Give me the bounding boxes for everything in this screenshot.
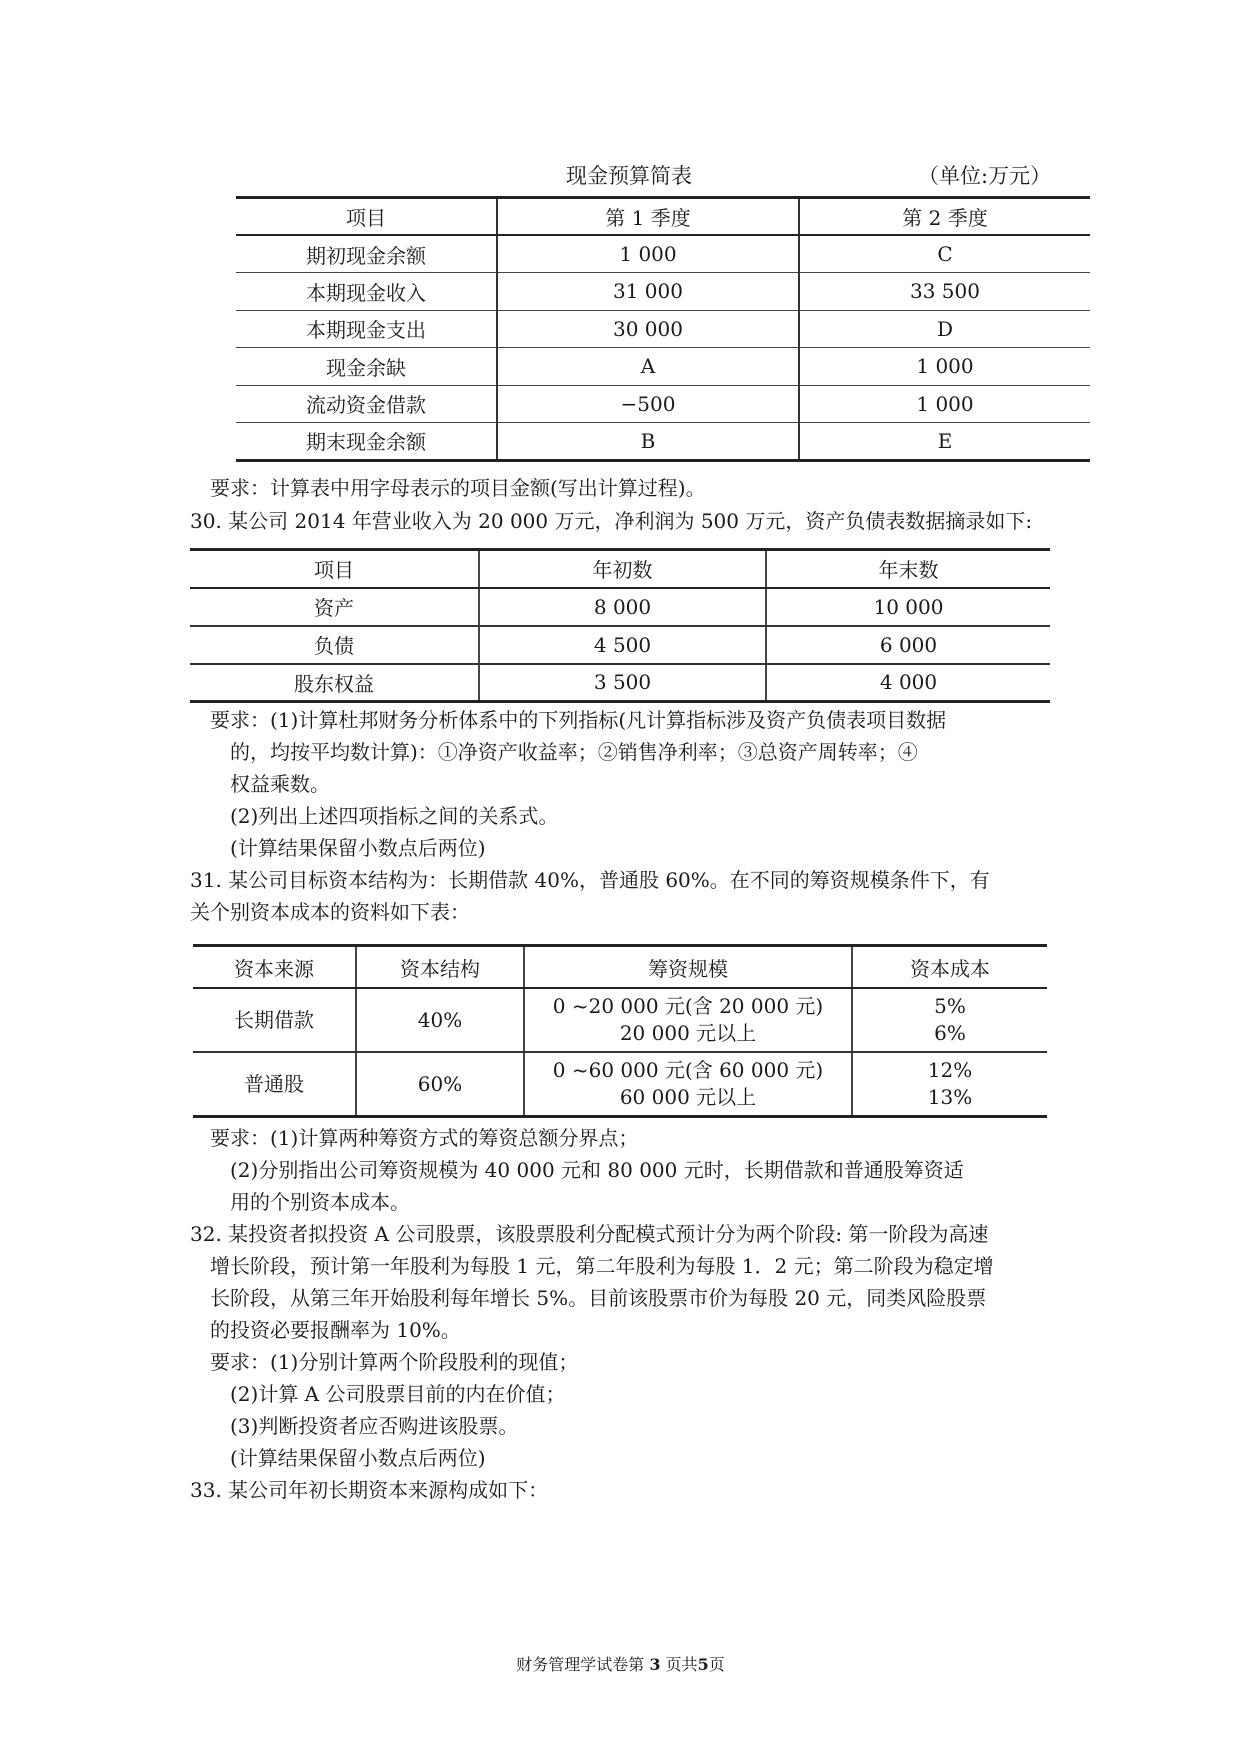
table-cell: 4 000 [766,664,1050,702]
column-header: 年末数 [766,550,1050,588]
scale-range: 0 ~60 000 元(含 60 000 元) [552,1058,824,1082]
q31-requirement-1: 要求：(1)计算两种筹资方式的筹资总额分界点； [210,1126,639,1150]
column-header: 项目 [236,198,497,236]
table-cell: −500 [497,385,799,423]
footer-page-number: 3 [649,1655,661,1674]
scale-range: 60 000 元以上 [619,1085,757,1109]
table-row [236,273,1090,311]
q32-stem: 32. 某投资者拟投资 A 公司股票，该股票股利分配模式预计分为两个阶段: 第一阶段为高速 [190,1222,989,1246]
table-cell: 普通股 [193,1052,356,1117]
q30-requirement-2: (2)列出上述四项指标之间的关系式。 [230,804,559,828]
q30-requirement-1-cont: 的，均按平均数计算)：①净资产收益率；②销售净利率；③总资产周转率；④ [230,740,918,764]
table-cell: 长期借款 [193,988,356,1052]
table-cell: 40% [356,988,524,1052]
table-cell: 10 000 [766,588,1050,626]
table1-unit: （单位:万元） [918,164,1052,188]
table-cell: B [497,423,799,461]
table-row [236,348,1090,386]
table-cell [852,1052,1047,1117]
q30-requirement-1: 要求：(1)计算杜邦财务分析体系中的下列指标(凡计算指标涉及资产负债表项目数据 [210,708,947,732]
cash-budget-table [236,196,1090,462]
table-cell: 本期现金收入 [236,273,497,311]
footer-total-pages: 5 [697,1655,709,1674]
table-row [193,1052,1047,1117]
table-row [190,626,1050,664]
q32-stem-cont: 增长阶段，预计第一年股利为每股 1 元，第二年股利为每股 1．2 元；第二阶段为稳定增 [210,1254,994,1278]
cost-value: 5% [934,994,966,1018]
page-footer [0,1652,1241,1675]
table-cell: 期末现金余额 [236,423,497,461]
column-header: 筹资规模 [524,946,852,989]
table-cell: 30 000 [497,310,799,348]
table-header-row [190,550,1050,588]
q31-stem: 31. 某公司目标资本结构为：长期借款 40%，普通股 60%。在不同的筹资规模条件下，有 [190,868,990,892]
capital-cost-table [193,944,1047,1118]
table-cell: D [799,310,1090,348]
table-row [190,664,1050,702]
column-header: 第 2 季度 [799,198,1090,236]
table-cell: 1 000 [799,385,1090,423]
table-cell: 33 500 [799,273,1090,311]
table-cell: 负债 [190,626,479,664]
table-cell: 资产 [190,588,479,626]
footer-suffix: 页 [708,1655,725,1674]
q31-requirement-2: (2)分别指出公司筹资规模为 40 000 元和 80 000 元时，长期借款和普通股筹资适 [230,1158,964,1182]
q32-requirement-3: (3)判断投资者应否购进该股票。 [230,1414,519,1438]
table-cell [524,988,852,1052]
q30-note: (计算结果保留小数点后两位) [230,836,486,860]
q32-requirement-2: (2)计算 A 公司股票目前的内在价值； [230,1382,566,1406]
table-cell: 期初现金余额 [236,235,497,273]
q33-stem: 33. 某公司年初长期资本来源构成如下： [190,1478,549,1502]
column-header: 第 1 季度 [497,198,799,236]
table-cell: 流动资金借款 [236,385,497,423]
table-header-row [236,198,1090,236]
q31-stem-cont: 关个别资本成本的资料如下表： [190,900,470,924]
q32-note: (计算结果保留小数点后两位) [230,1446,486,1470]
cost-value: 12% [927,1058,973,1082]
column-header: 项目 [190,550,479,588]
table-row [193,988,1047,1052]
scale-range: 0 ~20 000 元(含 20 000 元) [552,994,824,1018]
q32-stem-cont: 的投资必要报酬率为 10%。 [210,1318,461,1342]
q32-stem-cont: 长阶段，从第三年开始股利每年增长 5%。目前该股票市价为每股 20 元，同类风险股票 [210,1286,987,1310]
q32-requirement-1: 要求：(1)分别计算两个阶段股利的现值； [210,1350,579,1374]
cost-value: 13% [927,1085,973,1109]
footer-prefix: 财务管理学试卷第 [516,1655,645,1674]
column-header: 资本成本 [852,946,1047,989]
table1-title: 现金预算简表 [566,164,692,188]
q29-requirement: 要求：计算表中用字母表示的项目金额(写出计算过程)。 [210,476,706,500]
table-cell: 4 500 [479,626,766,664]
scale-range: 20 000 元以上 [619,1021,757,1045]
table-cell: 1 000 [799,348,1090,386]
column-header: 资本来源 [193,946,356,989]
table-row [236,235,1090,273]
cost-value: 6% [934,1021,966,1045]
table-row [236,310,1090,348]
column-header: 资本结构 [356,946,524,989]
table-header-row [193,946,1047,989]
q30-stem: 30. 某公司 2014 年营业收入为 20 000 万元，净利润为 500 万元，资产负债表数据摘录如下: [190,509,1033,533]
column-header: 年初数 [479,550,766,588]
table-cell [852,988,1047,1052]
table-cell: 股东权益 [190,664,479,702]
table-cell: 本期现金支出 [236,310,497,348]
table-cell: 3 500 [479,664,766,702]
table-cell: 6 000 [766,626,1050,664]
table-cell: 31 000 [497,273,799,311]
table-cell: 现金余缺 [236,348,497,386]
table-cell [524,1052,852,1117]
footer-mid: 页共 [665,1655,698,1674]
table-cell: A [497,348,799,386]
table-row [236,423,1090,461]
table-cell: 1 000 [497,235,799,273]
table-cell: 8 000 [479,588,766,626]
balance-sheet-table [190,548,1050,703]
table-row [190,588,1050,626]
table-cell: 60% [356,1052,524,1117]
table-row [236,385,1090,423]
q31-requirement-2-cont: 用的个别资本成本。 [230,1190,410,1214]
q30-requirement-1-end: 权益乘数。 [230,772,330,796]
table-cell: E [799,423,1090,461]
table-cell: C [799,235,1090,273]
